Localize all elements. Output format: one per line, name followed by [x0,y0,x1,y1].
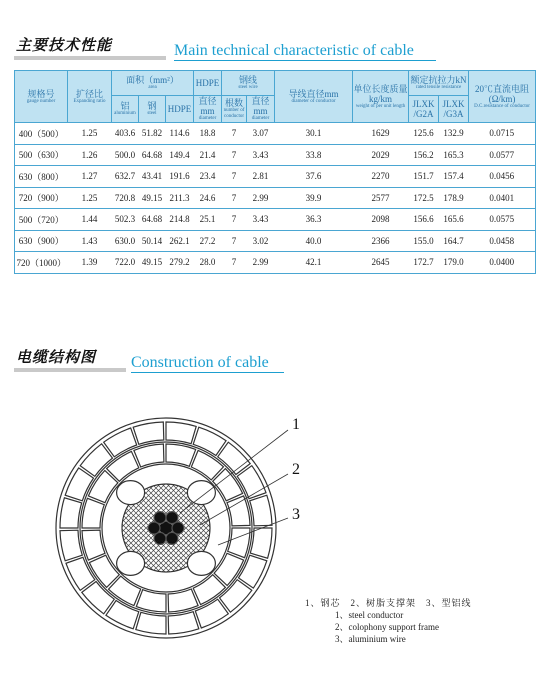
legend-zh: 1、钢芯 2、树脂支撑架 3、型铝线 [305,598,472,608]
table-cell: 7 [222,123,247,145]
steel-wire [166,532,178,544]
table-cell: 7 [222,144,247,166]
table-cell: 7 [222,209,247,231]
header-underline [174,60,436,61]
col-mass: 单位长度质量kg/km weight of per unit length [353,71,409,123]
table-cell: 632.7 [112,166,139,188]
table-cell: 214.8 [166,209,194,231]
table-cell: 1.25 [68,187,112,209]
col-jlxk-g2a: JLXK /G2A [409,96,439,123]
col-wire-number: 根数 number of conductor [222,96,247,123]
col-aluminium: 铝 aluminium [112,96,139,123]
col-ratio: 扩径比 Expanding ratio [68,71,112,123]
diagram-legend [305,597,472,645]
table-cell: 155.0 [409,230,439,252]
col-hdpe: HDPE [166,96,194,123]
col-resistance: 20℃直流电阻(Ω/km) D.C.resistance of conductor [469,71,536,123]
table-row [15,187,536,209]
table-cell: 23.4 [194,166,222,188]
section-title-en: Main technical characteristic of cable [174,42,414,59]
table-cell: 2366 [353,230,409,252]
table-cell: 1.25 [68,123,112,145]
table-cell: 178.9 [439,187,469,209]
table-cell: 39.9 [275,187,353,209]
table-cell: 179.0 [439,252,469,274]
table-cell: 0.0575 [469,209,536,231]
table-cell: 18.8 [194,123,222,145]
table-cell: 114.6 [166,123,194,145]
aluminium-wire-outer [60,498,82,528]
table-cell: 722.0 [112,252,139,274]
table-cell: 720（900） [15,187,68,209]
col-hdpe-diameter: 直径mm diameter [194,96,222,123]
table-cell: 403.6 [112,123,139,145]
table-cell: 2029 [353,144,409,166]
table-cell: 64.68 [139,144,166,166]
col-spec: 规格号 gauge number [15,71,68,123]
table-cell: 400（500） [15,123,68,145]
table-cell: 125.6 [409,123,439,145]
table-cell: 151.7 [409,166,439,188]
table-cell: 64.68 [139,209,166,231]
legend-item: 3、aluminium wire [335,634,406,644]
support-frame-void [187,481,215,505]
table-cell: 720.8 [112,187,139,209]
col-wire-diameter: 直径mm diameter [247,96,275,123]
header-bar [14,368,126,372]
table-cell: 3.02 [247,230,275,252]
table-cell: 500（630） [15,144,68,166]
table-cell: 40.0 [275,230,353,252]
table-cell: 191.6 [166,166,194,188]
col-hdpe-top: HDPE [194,71,222,96]
support-frame-void [117,551,145,575]
table-cell: 2645 [353,252,409,274]
table-row [15,209,536,231]
table-cell: 0.0458 [469,230,536,252]
table-cell: 172.5 [409,187,439,209]
table-cell: 1.27 [68,166,112,188]
table-cell: 630.0 [112,230,139,252]
section-title-zh: 主要技术性能 [16,36,113,54]
header-bar [14,56,166,60]
table-cell: 7 [222,230,247,252]
col-conductor-diameter: 导线直径mm diameter of conductor [275,71,353,123]
table-cell: 3.43 [247,209,275,231]
table-cell: 1.43 [68,230,112,252]
table-cell: 37.6 [275,166,353,188]
table-cell: 27.2 [194,230,222,252]
table-cell: 630（800） [15,166,68,188]
table-cell: 2577 [353,187,409,209]
table-cell: 164.7 [439,230,469,252]
table-cell: 28.0 [194,252,222,274]
table-cell: 25.1 [194,209,222,231]
table-cell: 49.15 [139,187,166,209]
support-frame-void [117,481,145,505]
table-cell: 36.3 [275,209,353,231]
table-cell: 24.6 [194,187,222,209]
table-cell: 2.81 [247,166,275,188]
aluminium-wire-outer [250,528,272,558]
table-cell: 42.1 [275,252,353,274]
table-cell: 0.0400 [469,252,536,274]
steel-wire [166,512,178,524]
callout-3: 3 [292,506,300,523]
col-jlxk-g3a: JLXK /G3A [439,96,469,123]
table-cell: 30.1 [275,123,353,145]
table-cell: 7 [222,187,247,209]
support-frame-void [187,551,215,575]
section-title-zh: 电缆结构图 [16,348,97,366]
table-row [15,166,536,188]
table-cell: 1629 [353,123,409,145]
table-cell: 720（1000） [15,252,68,274]
table-cell: 279.2 [166,252,194,274]
table-cell: 262.1 [166,230,194,252]
table-cell: 49.15 [139,252,166,274]
table-cell: 0.0577 [469,144,536,166]
callout-1: 1 [292,416,300,433]
steel-wire [154,512,166,524]
table-cell: 50.14 [139,230,166,252]
section-header-characteristics [14,28,534,64]
col-area: 面积（mm²） area [112,71,194,96]
aluminium-wire-outer [166,422,196,444]
table-row [15,144,536,166]
table-cell: 1.44 [68,209,112,231]
legend-item: 1、steel conductor [335,610,404,620]
table-cell: 165.3 [439,144,469,166]
table-cell: 33.8 [275,144,353,166]
table-cell: 0.0715 [469,123,536,145]
table-row [15,252,536,274]
table-cell: 502.3 [112,209,139,231]
legend-item: 2、colophony support frame [335,622,439,632]
table-cell: 157.4 [439,166,469,188]
table-cell: 0.0456 [469,166,536,188]
table-cell: 2270 [353,166,409,188]
table-cell: 2.99 [247,252,275,274]
table-cell: 1.39 [68,252,112,274]
col-steel: 钢 steel [139,96,166,123]
callout-2: 2 [292,461,300,478]
table-cell: 156.2 [409,144,439,166]
table-cell: 7 [222,252,247,274]
technical-table [14,70,536,274]
table-cell: 500.0 [112,144,139,166]
table-cell: 165.6 [439,209,469,231]
table-cell: 3.07 [247,123,275,145]
table-cell: 500（720） [15,209,68,231]
table-cell: 149.4 [166,144,194,166]
section-title-en: Construction of cable [131,354,269,371]
table-cell: 0.0401 [469,187,536,209]
table-cell: 172.7 [409,252,439,274]
table-cell: 630（900） [15,230,68,252]
table-cell: 211.3 [166,187,194,209]
aluminium-wire-outer [136,612,166,634]
table-row [15,230,536,252]
cable-cross-section-diagram [46,408,286,648]
table-cell: 132.9 [439,123,469,145]
col-tensile: 额定抗拉力kN rated tensile resistance [409,71,469,96]
section-header-construction [14,340,534,376]
table-cell: 1.26 [68,144,112,166]
table-row [15,123,536,145]
table-cell: 43.41 [139,166,166,188]
table-cell: 21.4 [194,144,222,166]
table-cell: 2098 [353,209,409,231]
header-underline [131,372,284,373]
table-cell: 51.82 [139,123,166,145]
table-cell: 156.6 [409,209,439,231]
table-cell: 3.43 [247,144,275,166]
col-steelwire: 钢线 steel wire [222,71,275,96]
table-cell: 2.99 [247,187,275,209]
table-cell: 7 [222,166,247,188]
